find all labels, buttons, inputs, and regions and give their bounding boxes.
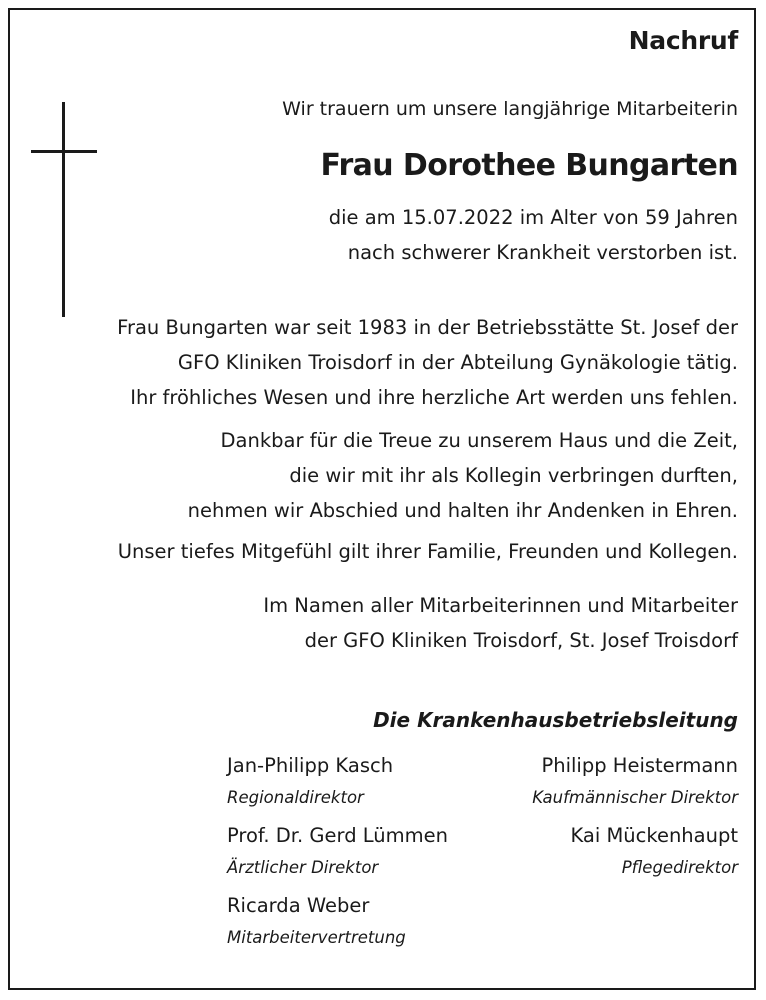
cross-icon-bar — [31, 150, 97, 153]
signatory-name: Philipp Heistermann — [541, 754, 738, 777]
signatory-role: Pflegedirektor — [621, 858, 738, 877]
signatory-role: Kaufmännischer Direktor — [532, 788, 738, 807]
death-info-line: die am 15.07.2022 im Alter von 59 Jahren — [328, 206, 738, 229]
cross-icon — [62, 102, 65, 317]
paragraph-line: GFO Kliniken Troisdorf in der Abteilung Gynäkologie tätig. — [177, 351, 738, 374]
death-info-line: nach schwerer Krankheit verstorben ist. — [347, 241, 738, 264]
signatory-name: Prof. Dr. Gerd Lümmen — [227, 824, 449, 847]
paragraph-line: Ihr fröhliches Wesen und ihre herzliche Art werden uns fehlen. — [130, 386, 738, 409]
deceased-name: Frau Dorothee Bungarten — [320, 148, 738, 183]
signatory-name: Ricarda Weber — [227, 894, 370, 917]
signatory-name: Kai Mückenhaupt — [570, 824, 738, 847]
paragraph-line: Dankbar für die Treue zu unserem Haus und die Zeit, — [220, 429, 738, 452]
signatory-role: Mitarbeitervertretung — [227, 928, 406, 947]
intro-text: Wir trauern um unsere langjährige Mitarbeiterin — [282, 98, 738, 120]
paragraph-line: Unser tiefes Mitgefühl gilt ihrer Familie, Freunden und Kollegen. — [117, 540, 738, 563]
closing-line: Im Namen aller Mitarbeiterinnen und Mitarbeiter — [263, 594, 738, 617]
closing-line: der GFO Kliniken Troisdorf, St. Josef Troisdorf — [304, 629, 738, 652]
paragraph-career — [117, 310, 738, 415]
death-info — [329, 200, 738, 270]
paragraph-line: nehmen wir Abschied und halten ihr Andenken in Ehren. — [187, 499, 738, 522]
closing-text — [263, 588, 738, 658]
page-title: Nachruf — [628, 26, 738, 55]
paragraph-line: Frau Bungarten war seit 1983 in der Betriebsstätte St. Josef der — [117, 316, 738, 339]
signatory-role: Ärztlicher Direktor — [227, 858, 379, 877]
paragraph-condolence — [118, 534, 738, 569]
paragraph-gratitude — [188, 423, 738, 528]
management-heading: Die Krankenhausbetriebsleitung — [373, 708, 738, 732]
signatory-role: Regionaldirektor — [227, 788, 364, 807]
paragraph-line: die wir mit ihr als Kollegin verbringen durften, — [289, 464, 738, 487]
signatory-name: Jan-Philipp Kasch — [227, 754, 394, 777]
